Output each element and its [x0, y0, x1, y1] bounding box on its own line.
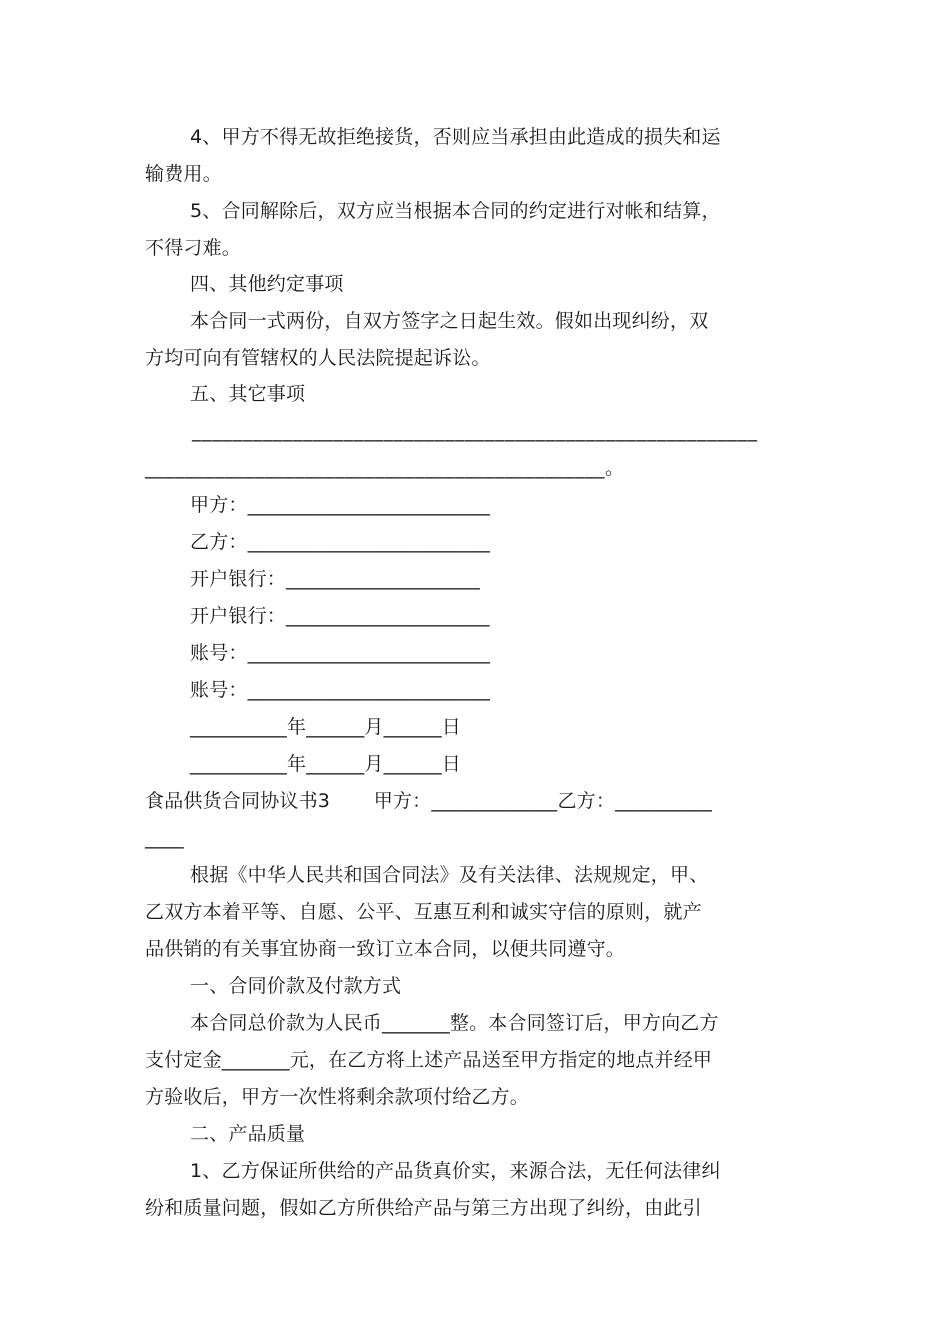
- clause-4-line-1: 4、甲方不得无故拒绝接货，否则应当承担由此造成的损失和运: [190, 126, 721, 148]
- signature-bank-a: 开户银行：____________________: [190, 568, 481, 590]
- contract-3-intro-line-2: 乙双方本着平等、自愿、公平、互惠互利和诚实守信的原则，就产: [145, 901, 702, 923]
- signature-account-b: 账号：_________________________: [190, 679, 491, 701]
- c3-section-2-body-line-2: 纷和质量问题，假如乙方所供给产品与第三方出现了纠纷，由此引: [145, 1197, 702, 1219]
- c3-section-1-heading: 一、合同价款及付款方式: [190, 975, 402, 997]
- contract-3-title: 食品供货合同协议书3 甲方：_____________乙方：__________: [145, 790, 713, 812]
- section-5-blank-line-1: ________________________________________________________: [192, 420, 758, 442]
- signature-party-a: 甲方：_________________________: [190, 494, 491, 516]
- contract-3-intro-line-1: 根据《中华人民共和国合同法》及有关法律、法规规定，甲、: [190, 864, 709, 886]
- c3-section-2-heading: 二、产品质量: [190, 1123, 306, 1145]
- signature-date-b: __________年______月______日: [190, 753, 462, 775]
- section-4-body-line-1: 本合同一式两份，自双方签字之日起生效。假如出现纠纷，双: [190, 310, 709, 332]
- signature-bank-b: 开户银行：_____________________: [190, 605, 490, 627]
- clause-4-line-2: 输费用。: [145, 163, 222, 185]
- section-5-heading: 五、其它事项: [190, 383, 306, 405]
- clause-5-line-2: 不得刁难。: [145, 237, 242, 259]
- signature-date-a: __________年______月______日: [190, 716, 462, 738]
- clause-5-line-1: 5、合同解除后，双方应当根据本合同的约定进行对帐和结算，: [190, 200, 721, 222]
- section-4-heading: 四、其他约定事项: [190, 273, 344, 295]
- c3-section-1-body-line-3: 方验收后，甲方一次性将剩余款项付给乙方。: [145, 1086, 530, 1108]
- c3-section-1-body-line-1: 本合同总价款为人民币_______整。本合同签订后，甲方向乙方: [190, 1012, 719, 1034]
- signature-party-b: 乙方：_________________________: [190, 531, 491, 553]
- contract-3-title-wrap: ____: [145, 827, 184, 849]
- signature-account-a: 账号：_________________________: [190, 642, 491, 664]
- section-4-body-line-2: 方均可向有管辖权的人民法院提起诉讼。: [145, 347, 491, 369]
- c3-section-2-body-line-1: 1、乙方保证所供给的产品货真价实，来源合法，无任何法律纠: [190, 1160, 721, 1182]
- c3-section-1-body-line-2: 支付定金_______元，在乙方将上述产品送至甲方指定的地点并经甲: [145, 1049, 713, 1071]
- contract-3-intro-line-3: 品供销的有关事宜协商一致订立本合同，以便共同遵守。: [145, 938, 626, 960]
- section-5-blank-line-2: ______________________________________________。: [145, 457, 625, 479]
